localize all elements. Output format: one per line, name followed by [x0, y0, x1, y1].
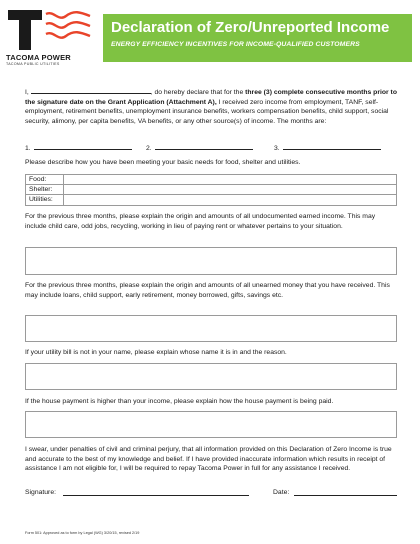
- months-row: [25, 143, 397, 153]
- month-1: [25, 143, 132, 154]
- utilities-label: Utilities:: [26, 195, 64, 205]
- logo-mark-icon: [6, 10, 96, 52]
- header: [0, 0, 420, 70]
- unearned-money-prompt: For the previous three months, please explain the origin and amounts of all unearned money that you have received. This may include loans, child support, early retirement, money borrowed, gifts, savings etc.: [25, 282, 390, 299]
- shelter-label: Shelter:: [26, 185, 64, 194]
- signature-field[interactable]: [63, 495, 249, 496]
- signature-row: [25, 488, 397, 498]
- declaration-prefix: I,: [25, 89, 29, 96]
- title-banner: [103, 14, 412, 62]
- undocumented-income-prompt: For the previous three months, please explain the origin and amounts of all undocumented earned income. This may include child care, odd jobs, recycling, working in lieu of paying rent or whatever pertains to your situation.: [25, 213, 376, 230]
- needs-row-shelter: [26, 185, 396, 195]
- month-3-label: 3.: [274, 145, 280, 152]
- date-field[interactable]: [294, 495, 397, 496]
- page-subtitle: ENERGY EFFICIENCY INCENTIVES FOR INCOME-QUALIFIED CUSTOMERS: [111, 41, 360, 48]
- logo-tagline: TACOMA PUBLIC UTILITIES: [6, 62, 60, 66]
- perjury-statement: I swear, under penalties of civil and criminal perjury, that all information provided on this Declaration of Zero Income is true and accurate to the best of my knowledge and belief. If I have provided inaccurate information which results in receipt of assistance I am not eligible for, I will be required to repay Tacoma Power in full for any assistance I received.: [25, 446, 392, 473]
- food-label: Food:: [26, 175, 64, 184]
- tacoma-power-logo: [6, 10, 96, 66]
- declaration-text-b: I received zero income from employment, TANF, self-employment, retirement benefits, unemployment insurance benefits, workers compensation benefits, child support, social security, alimony, per capita benefits, VA benefits, or any other source(s) of income. The months are:: [25, 98, 389, 125]
- needs-row-food: [26, 175, 396, 185]
- utility-name-prompt: If your utility bill is not in your name, please explain whose name it is in and the reason.: [25, 349, 287, 356]
- date-label: Date:: [273, 489, 290, 496]
- month-3: [274, 143, 381, 154]
- undocumented-income-field[interactable]: [25, 247, 397, 275]
- house-payment-prompt: If the house payment is higher than your income, please explain how the house payment is being paid.: [25, 398, 334, 405]
- month-2-label: 2.: [146, 145, 152, 152]
- house-payment-field[interactable]: [25, 411, 397, 438]
- month-2: [146, 143, 253, 154]
- needs-table: [25, 174, 397, 206]
- utilities-field[interactable]: [64, 195, 396, 205]
- declaration-text-a: , do hereby declare that for the: [150, 89, 246, 96]
- logo-name: TACOMA POWER: [6, 53, 71, 62]
- declaration-paragraph: [25, 87, 397, 126]
- unearned-money-field[interactable]: [25, 315, 397, 342]
- shelter-field[interactable]: [64, 185, 396, 194]
- utility-name-field[interactable]: [25, 363, 397, 390]
- needs-row-utilities: [26, 195, 396, 205]
- form-footer: Form 501: Approved as to form by Legal (WG) 3/20/15, revised 2/19: [25, 531, 140, 535]
- name-field[interactable]: [31, 87, 151, 94]
- month-1-field[interactable]: [34, 143, 132, 150]
- signature-label: Signature:: [25, 489, 56, 496]
- needs-prompt: Please describe how you have been meeting your basic needs for food, shelter and utilities.: [25, 159, 301, 166]
- month-2-field[interactable]: [155, 143, 253, 150]
- declaration-bold-text: three (3) complete consecutive months prior to the signature date on the Grant Application (Attachment A),: [25, 89, 397, 106]
- page-title: Declaration of Zero/Unreported Income: [111, 19, 390, 36]
- month-1-label: 1.: [25, 145, 31, 152]
- food-field[interactable]: [64, 175, 396, 184]
- month-3-field[interactable]: [283, 143, 381, 150]
